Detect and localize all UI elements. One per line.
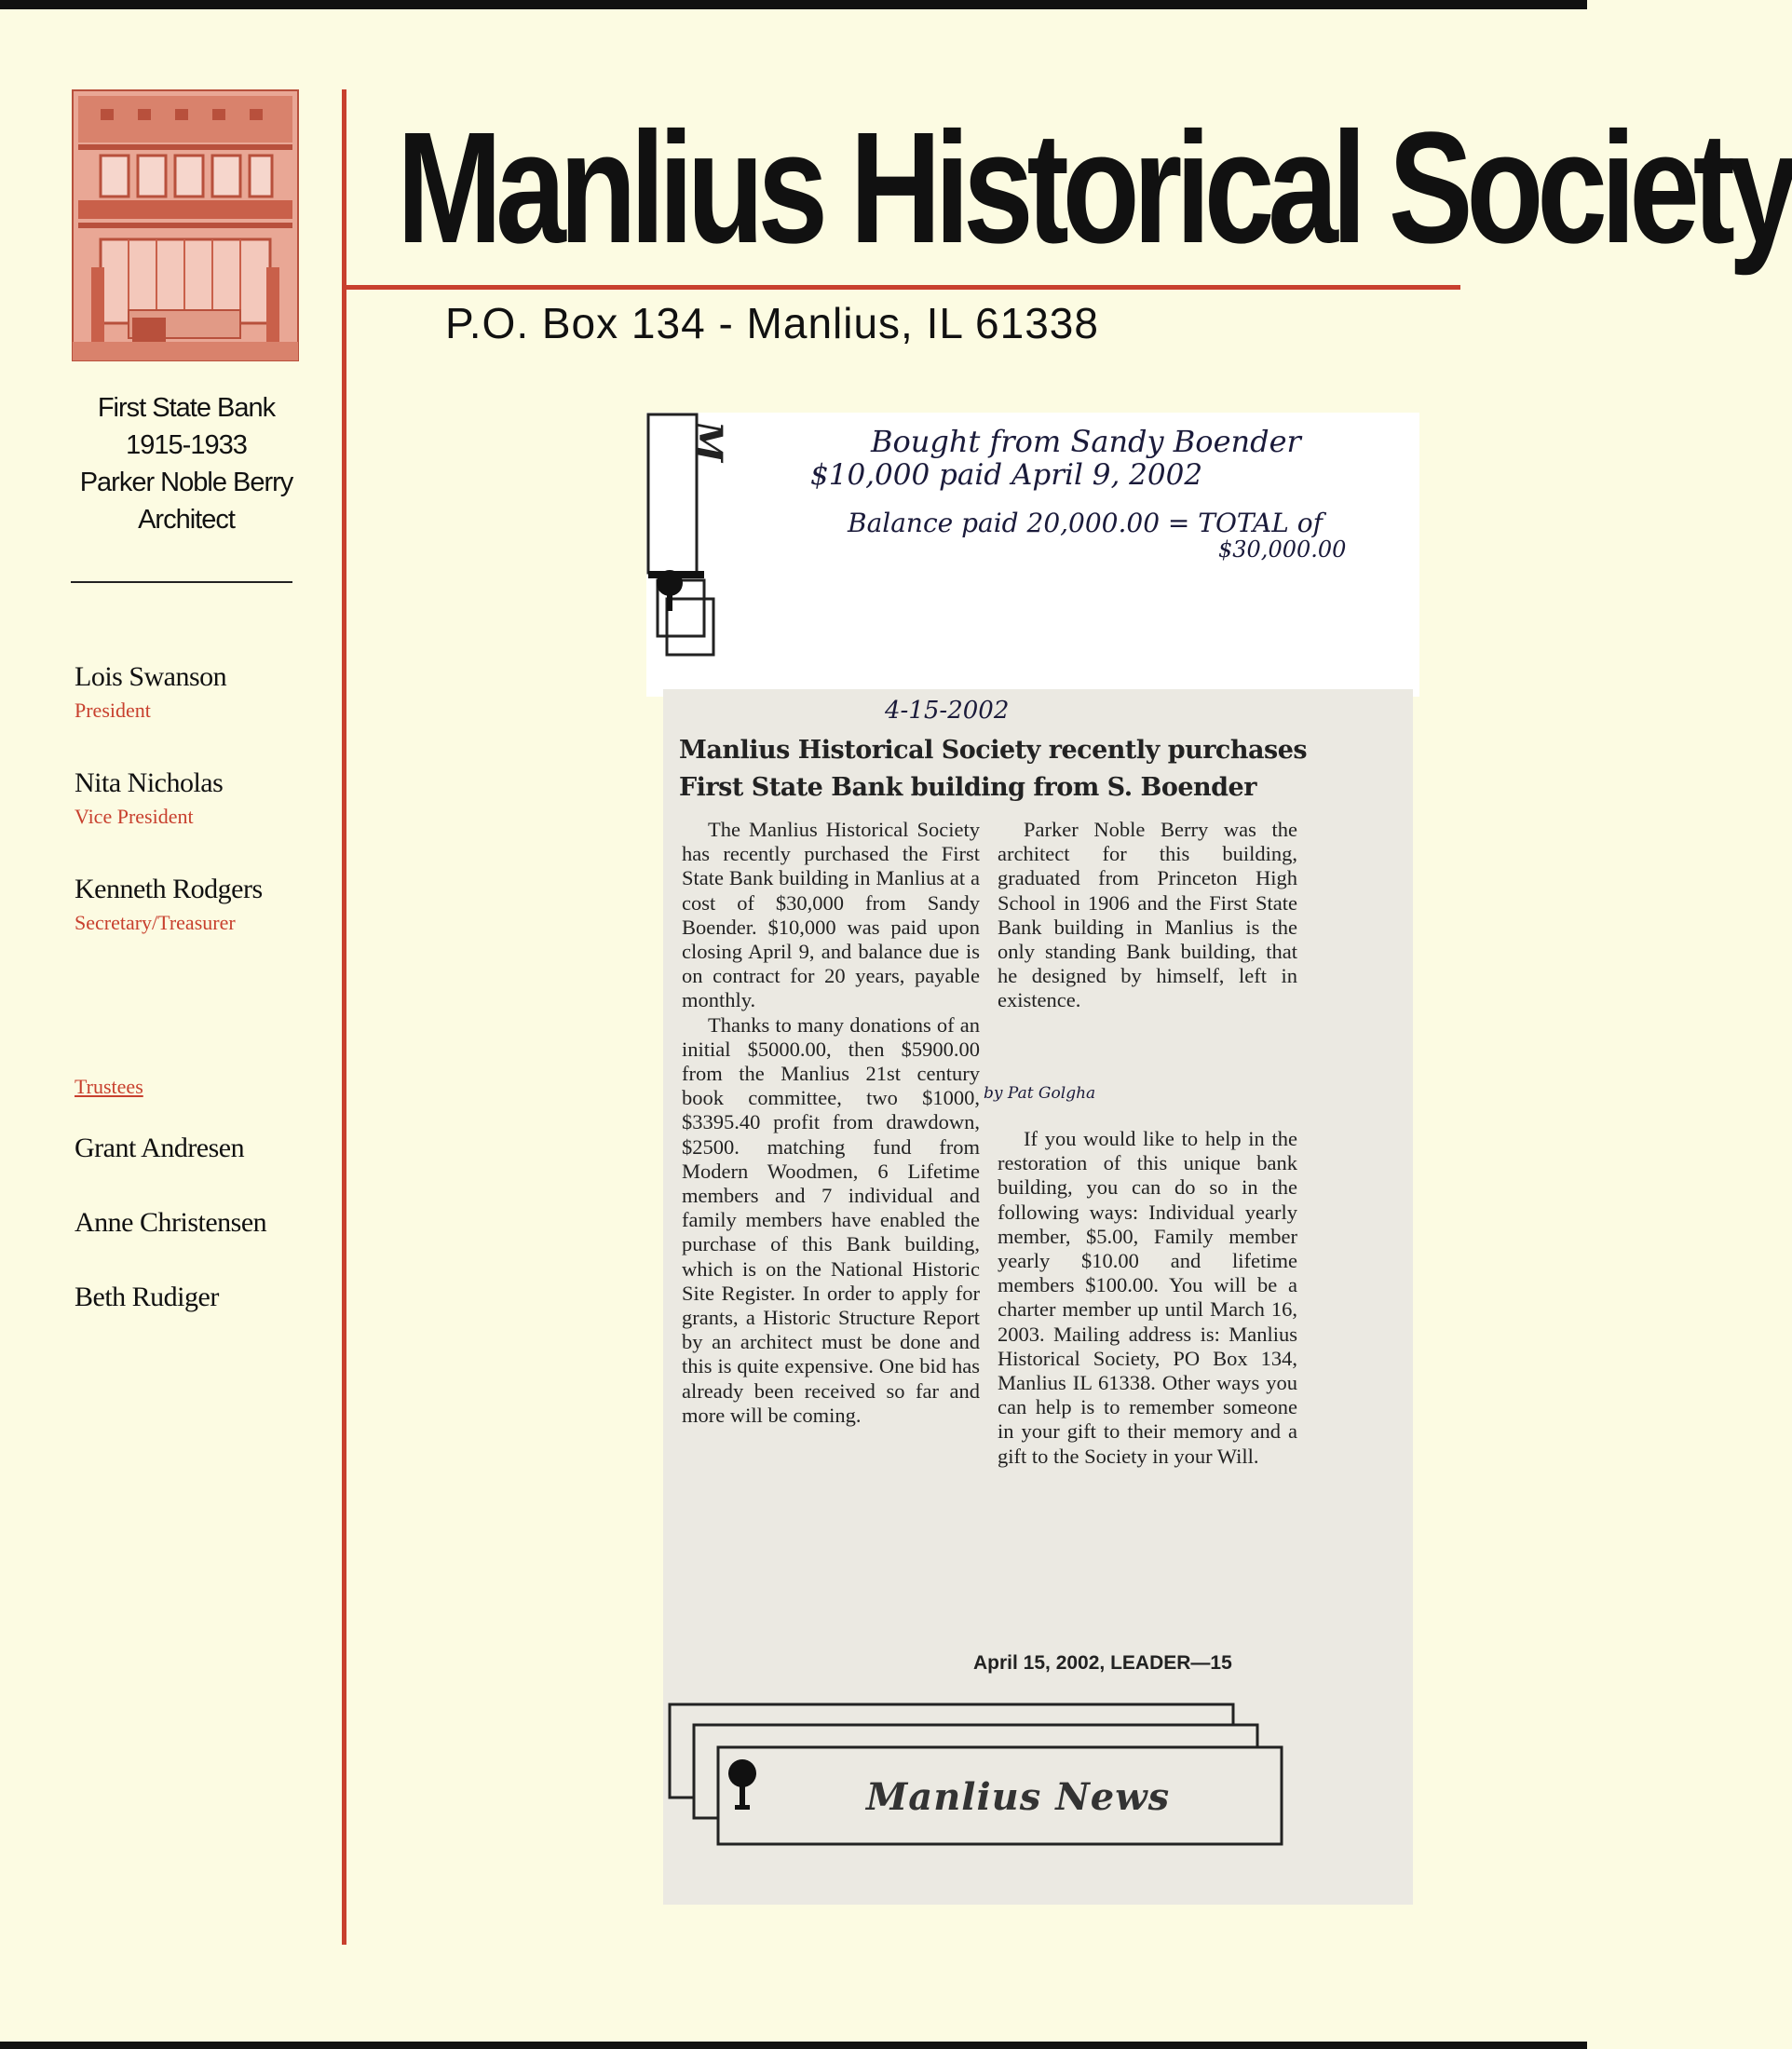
trustee-name: Grant Andresen xyxy=(75,1133,245,1163)
headline-line: First State Bank building from S. Boender xyxy=(679,773,1256,802)
officer-role: President xyxy=(75,699,151,722)
caption-line: 1915-1933 xyxy=(126,430,247,460)
handwritten-margin-note: by Pat Golgha xyxy=(984,1084,1096,1103)
caption-line: First State Bank xyxy=(97,393,276,423)
officer-name: Nita Nicholas xyxy=(75,767,224,798)
society-title: Manlius Historical Society xyxy=(397,100,1792,277)
handwritten-line: $10,000 paid April 9, 2002 xyxy=(810,458,1203,492)
article-paragraph: Parker Noble Berry was the architect for this building, graduated from Princeton High School in 1906 and the First State Bank building in Manlius is the only standing Bank building, that he designed by himself, left in existence. xyxy=(998,818,1297,1012)
sidebar-divider xyxy=(71,581,292,583)
bottom-edge xyxy=(0,2042,1587,2049)
officer-name: Lois Swanson xyxy=(75,661,227,692)
handwritten-line: Bought from Sandy Boender xyxy=(871,424,1301,459)
society-address: P.O. Box 134 - Manlius, IL 61338 xyxy=(445,299,1099,347)
vertical-rule xyxy=(342,89,346,1945)
handwritten-line: Balance paid 20,000.00 = TOTAL of xyxy=(848,508,1323,538)
top-edge xyxy=(0,0,1587,9)
article-paragraph: If you would like to help in the restoration of this unique bank building, you can do so in the following ways: Individual yearly member, $5.00, Family member yearly $10.00 and lifetime members $100.00. You will be a charter member up until March 16, 2003. Mailing address is: Manlius Historical Society, PO Box 134, Manlius IL 61338. Other ways you can help is to remember someone in your gift to their memory and a gift to the Society in your Will. xyxy=(998,1127,1297,1468)
trustees-label: Trustees xyxy=(75,1075,143,1098)
handwritten-date: 4-15-2002 xyxy=(885,697,1010,725)
article-paragraph: Thanks to many donations of an initial $5000.00, then $5900.00 from the Manlius 21st century book committee, two $1000, $3395.40 profit from drawdown, $2500. matching fund from Modern Woodmen, 6 Lifetime members and 7 individual and family members have enabled the purchase of this Bank building, which is on the National Historic Site Register. In order to apply for grants, a Historic Structure Report by an architect must be done and this is quite expensive. One bid has already been received so far and more will be coming. xyxy=(682,1012,980,1427)
horizontal-rule xyxy=(345,285,1460,290)
officer-name: Kenneth Rodgers xyxy=(75,874,263,904)
handwritten-line: $30,000.00 xyxy=(1218,536,1347,563)
officer-role: Vice President xyxy=(75,805,194,828)
trustee-name: Beth Rudiger xyxy=(75,1282,219,1312)
bank-building-illustration xyxy=(73,90,298,360)
manlius-news-title: Manlius News xyxy=(866,1775,1171,1819)
caption-line: Parker Noble Berry xyxy=(79,468,293,497)
bank-caption xyxy=(37,389,335,538)
article-headline xyxy=(679,732,1387,807)
trustee-name: Anne Christensen xyxy=(75,1207,267,1238)
article-right-column-lower xyxy=(998,1127,1297,1469)
officer-role: Secretary/Treasurer xyxy=(75,911,236,934)
caption-line: Architect xyxy=(138,505,235,535)
article-left-column xyxy=(682,818,980,1428)
strip-partial-text: M xyxy=(686,421,730,463)
newspaper-footer: April 15, 2002, LEADER—15 xyxy=(973,1652,1232,1674)
article-paragraph: The Manlius Historical Society has recently purchased the First State Bank building in Manlius at a cost of $30,000 from Sandy Boender. $10,000 was paid upon closing April 9, and balance due is on contract for 20 years, payable monthly. xyxy=(682,818,980,1012)
headline-line: Manlius Historical Society recently purchases xyxy=(679,736,1308,765)
article-right-column xyxy=(998,818,1297,1013)
